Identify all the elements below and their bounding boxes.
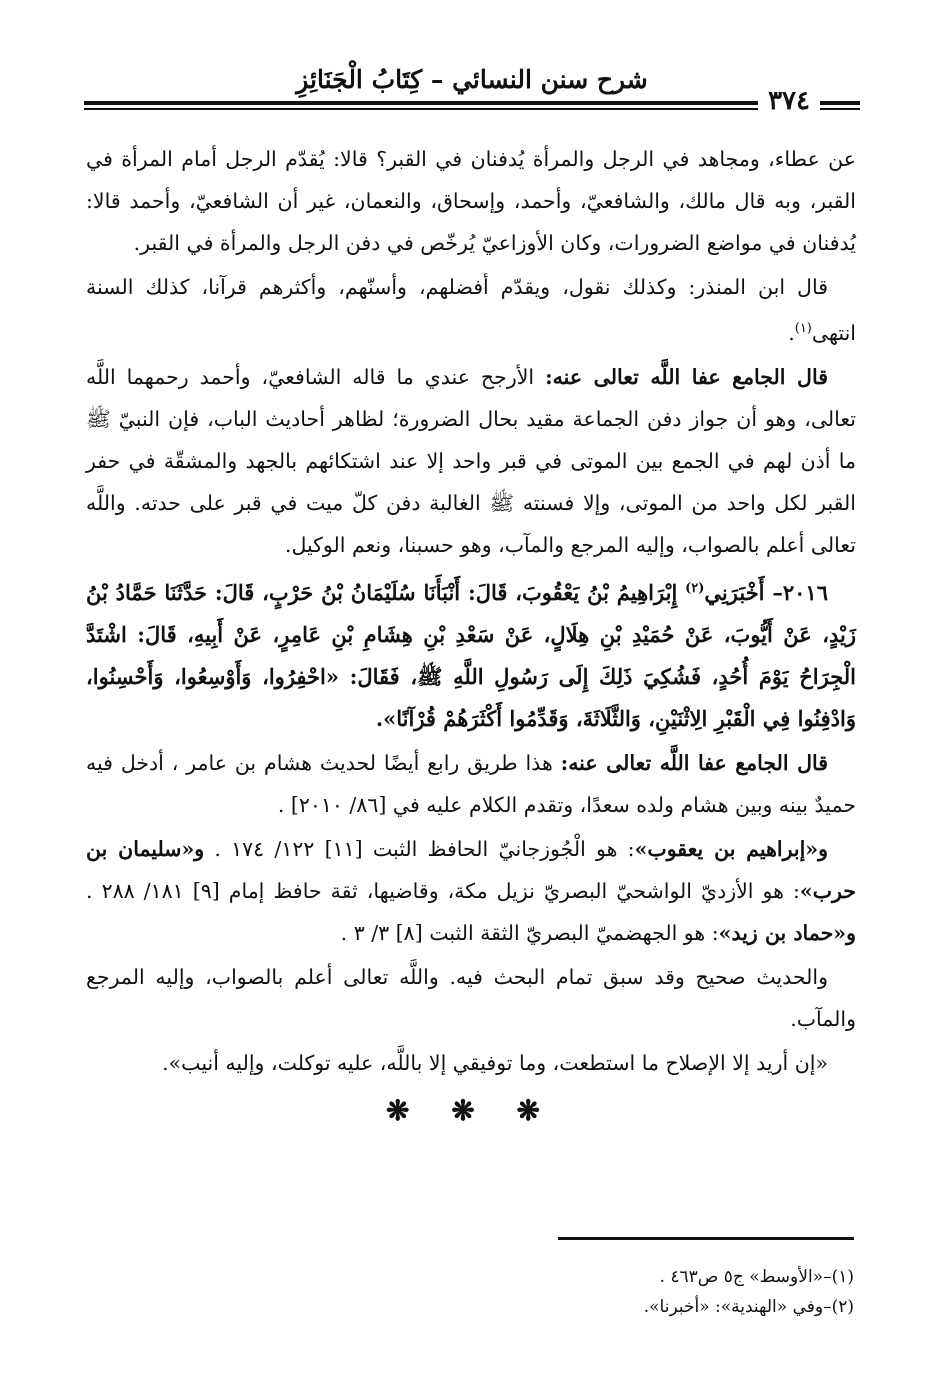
page-number: ٣٧٤: [758, 86, 820, 116]
hadith-number: ٢٠١٦– أَخْبَرَنِي: [704, 579, 828, 605]
running-header-title: شرح سنن النسائي – كِتَابُ الْجَنَائِزِ: [296, 65, 648, 94]
jami-lead: قال الجامع عفا اللَّه تعالى عنه:: [560, 750, 829, 775]
jami-text: هذا طريق رابع أيضًا لحديث هشام بن عامر ، أدخل فيه حميدٌ بينه وبين هشام ولده سعدًا، وتقدم الكلام عليه في [٨٦/ ٢٠١٠] .: [86, 750, 856, 817]
narrator-text: : هو الأزديّ الواشحيّ البصريّ نزيل مكة، وقاضيها، ثقة حافظ إمام [٩] ١٨١/ ٢٨٨ .: [86, 878, 800, 903]
jami-text: الأرجح عندي ما قاله الشافعيّ، وأحمد رحمهما اللَّه تعالى، وهو أن جواز دفن الجماعة مقيد بحال الضرورة؛ لظاهر أحاديث الباب، فإن النبيّ ﷺ ما أذن لهم في الجمع بين الموتى في قبر واحد إلا عند اشتكائهم بالجهد والمشقّة في حفر القبر لكل واحد من الموتى، وإلا فسنته ﷺ الغالبة دفن كلّ ميت في قبر على حدته. واللَّه تعالى أعلم بالصواب، وإليه المرجع والمآب، وهو حسبنا، ونعم الوكيل.: [86, 364, 856, 557]
narrator-text: : هو الْجُوزجانيّ الحافظ الثبت [١١] ١٢٢/ ١٧٤ .: [214, 836, 635, 861]
hadith-body: إِبْرَاهِيمُ بْنُ يَعْقُوبَ، قَالَ: أَنْبَأَنَا سُلَيْمَانُ بْنُ حَرْبٍ، قَالَ: حَدَّثَنَا حَمَّادُ بْنُ زَيْدٍ، عَنْ أَيُّوبَ، عَنْ حُمَيْدِ بْنِ هِلَالٍ، عَنْ سَعْدِ بْنِ هِشَامِ بْنِ عَامِرٍ، عَنْ أَبِيهِ، قَالَ: اشْتَدَّ الْجِرَاحُ يَوْمَ أُحُدٍ، فَشُكِيَ ذَلِكَ إِلَى رَسُولِ اللَّهِ ﷺ، فَقَالَ: «احْفِرُوا، وَأَوْسِعُوا، وَأَحْسِنُوا، وَادْفِنُوا فِي الْقَبْرِ الِاثْنَيْنِ، وَالثَّلَاثَةَ، وَقَدِّمُوا أَكْثَرَهُمْ قُرْآنًا».: [86, 579, 856, 731]
jami-comment: [86, 742, 856, 826]
main-text: [86, 138, 856, 1132]
paragraph: والحديث صحيح وقد سبق تمام البحث فيه. واللَّه تعالى أعلم بالصواب، وإليه المرجع والمآب.: [86, 964, 856, 1031]
jami-comment: [86, 356, 856, 566]
section-separator: ❋ ❋ ❋: [386, 1093, 556, 1127]
paragraph: «إن أريد إلا الإصلاح ما استطعت، وما توفيقي إلا باللَّه، عليه توكلت، وإليه أنيب».: [162, 1050, 828, 1075]
narrator-text: : هو الجهضميّ البصريّ الثقة الثبت [٨] ٣/ ٣ .: [340, 920, 719, 945]
footnote-rule: [558, 1237, 854, 1240]
narrator-notes: [86, 828, 856, 954]
narrator-name: و«إبراهيم بن يعقوب»: [634, 836, 829, 861]
paragraph-text: قال ابن المنذر: وكذلك نقول، ويقدّم أفضلهم، وأسنّهم، وأكثرهم قرآنا، كذلك السنة انتهى: [86, 275, 856, 345]
footnote-ref: (٢): [685, 580, 705, 596]
narrator-name: و«حماد بن زيد»: [718, 920, 856, 945]
footnote: (١)–«الأوسط» ج٥ ص٤٦٣ .: [659, 1267, 854, 1287]
footnote: (٢)–وفي «الهندية»: «أخبرنا».: [643, 1297, 854, 1317]
footnotes: [84, 1262, 854, 1322]
footnote-ref: (١): [794, 321, 812, 336]
narrator-name: و«سليمان بن حرب»: [86, 836, 857, 903]
jami-lead: قال الجامع عفا اللَّه تعالى عنه:: [545, 364, 828, 389]
paragraph: عن عطاء، ومجاهد في الرجل والمرأة يُدفنان في القبر؟ قالا: يُقدّم الرجل أمام المرأة في القبر، وبه قال مالك، والشافعيّ، وأحمد، وإسحاق، والنعمان، غير أن الشافعيّ، وأحمد قالا: يُدفنان في مواضع الضرورات، وكان الأوزاعيّ يُرخّص في دفن الرجل والمرأة في القبر.: [86, 147, 856, 255]
page-number-area: [84, 88, 860, 118]
paragraph: قال ابن المنذر: وكذلك نقول، ويقدّم أفضلهم، وأسنّهم، وأكثرهم قرآنا، كذلك السنة انتهى$^{(١)}$.: [86, 275, 856, 345]
hadith-text: [86, 568, 856, 740]
